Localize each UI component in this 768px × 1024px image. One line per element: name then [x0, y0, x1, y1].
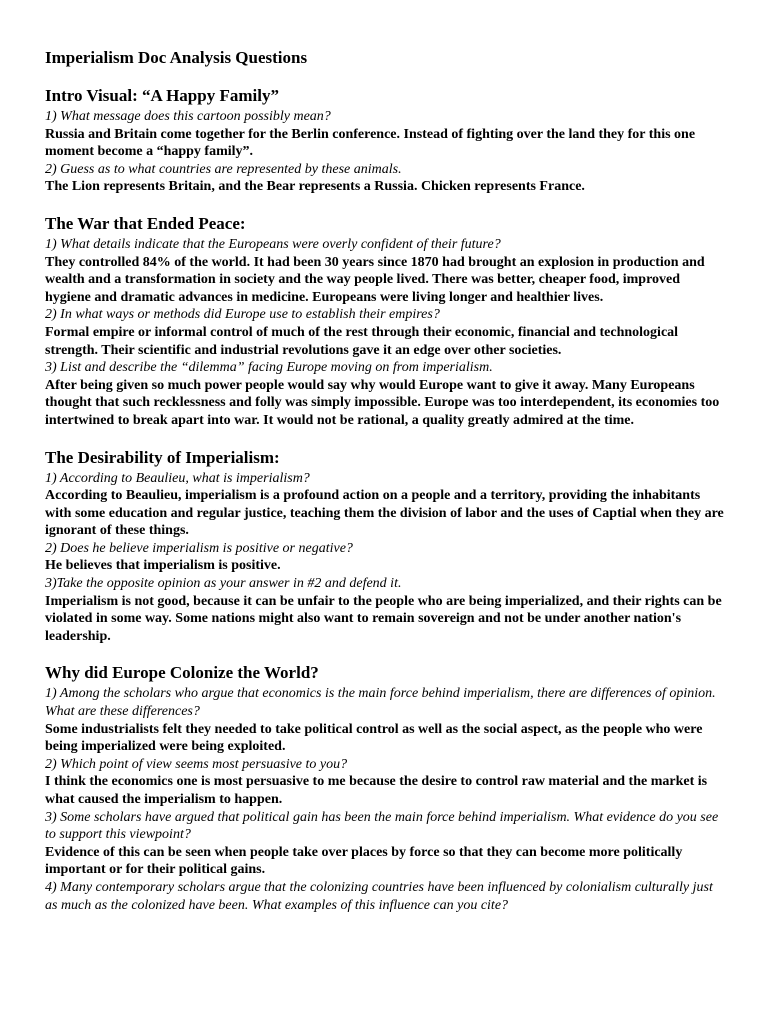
- question-text: 2) Which point of view seems most persuasive to you?: [45, 756, 348, 772]
- section-why-europe-colonize: [45, 662, 724, 914]
- answer-text: Russia and Britain come together for the Berlin conference. Instead of fighting over the land they for this one moment become a “happy family”.: [45, 126, 696, 160]
- section-intro-visual: [45, 85, 724, 196]
- section-heading: The Desirability of Imperialism:: [45, 447, 280, 467]
- answer-text: Evidence of this can be seen when people take over places by force so that they can become more politically important or for their political gains.: [45, 844, 683, 878]
- section-heading: Intro Visual: “A Happy Family”: [45, 86, 279, 105]
- answer-text: I think the economics one is most persuasive to me because the desire to control raw material and the market is what caused the imperialism to happen.: [45, 774, 708, 807]
- question-text: 1) What details indicate that the Europeans were overly confident of their future?: [45, 236, 501, 252]
- section-heading: The War that Ended Peace:: [45, 213, 246, 233]
- answer-text: According to Beaulieu, imperialism is a profound action on a people and a territory, providing the inhabitants with some education and regular justice, teaching them the division of labor and the uses of Captial when they are ignorant of these things.: [45, 488, 724, 539]
- section-desirability-of-imperialism: [45, 447, 724, 646]
- section-heading: Why did Europe Colonize the World?: [45, 663, 319, 683]
- question-text: 1) According to Beaulieu, what is imperialism?: [45, 470, 310, 486]
- question-text: 3) Some scholars have argued that political gain has been the main force behind imperialism. What evidence do you see to support this viewpoint?: [45, 809, 719, 843]
- section-war-that-ended-peace: [45, 213, 724, 430]
- answer-text: Imperialism is not good, because it can be unfair to the people who are being imperialized, and their rights can be violated in some way. Some nations might also want to remain sovereign and not be under another nation's leadership.: [45, 593, 722, 644]
- question-text: 2) Does he believe imperialism is positive or negative?: [45, 540, 353, 556]
- answer-text: They controlled 84% of the world. It had been 30 years since 1870 had brought an explosion in production and wealth and a transformation in society and the way people lived. There was better, cheaper food, improved hygiene and dramatic advances in medicine. Europeans were living longer and healthier lives.: [45, 254, 705, 305]
- answer-text: Some industrialists felt they needed to take political control as well as the social aspect, as the people who were being imperialized were being exploited.: [45, 721, 703, 755]
- question-text: 1) Among the scholars who argue that economics is the main force behind imperialism, there are differences of opinion. What are these differences?: [45, 686, 716, 720]
- question-text: 1) What message does this cartoon possibly mean?: [45, 109, 331, 124]
- answer-text: He believes that imperialism is positive.: [45, 558, 281, 574]
- answer-text: Formal empire or informal control of much of the rest through their economic, financial and technological strength. Their scientific and industrial revolutions gave it an edge over other societies.: [45, 324, 679, 358]
- question-text: 3)Take the opposite opinion as your answer in #2 and defend it.: [45, 576, 402, 592]
- document-title: Imperialism Doc Analysis Questions: [45, 48, 308, 67]
- question-text: 2) Guess as to what countries are represented by these animals.: [45, 161, 402, 177]
- question-text: 3) List and describe the “dilemma” facing Europe moving on from imperialism.: [45, 360, 493, 376]
- answer-text: The Lion represents Britain, and the Bear represents a Russia. Chicken represents France.: [45, 179, 585, 195]
- answer-text: After being given so much power people would say why would Europe want to give it away. Many Europeans thought that such recklessness and folly was simply impossible. Europe was too interdependent, its economies too intertwined to break apart into war. It would not be rational, a quality greatly admired at the time.: [45, 377, 720, 428]
- question-text: 2) In what ways or methods did Europe use to establish their empires?: [45, 307, 440, 323]
- question-text: 4) Many contemporary scholars argue that the colonizing countries have been influenced by colonialism culturally just as much as the colonized have been. What examples of this influence can you cite?: [45, 879, 713, 913]
